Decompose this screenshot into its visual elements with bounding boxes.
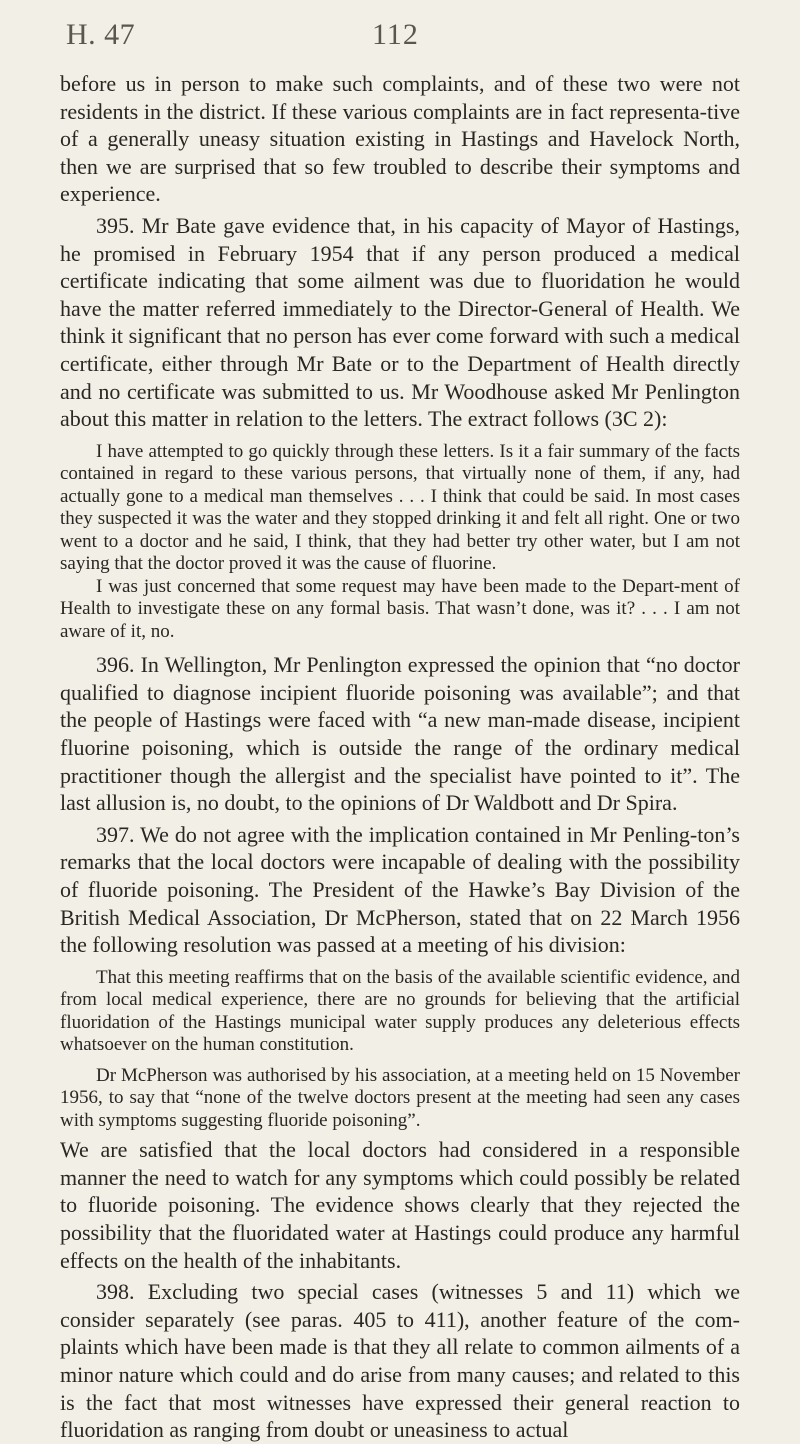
paragraph-396: 396. In Wellington, Mr Penlington expressed the opinion that “no doctor qualified to diagnose incipient fluoride poisoning was available”; and that the people of Hastings were faced with “a new man-made disease, incipient fluorine poisoning, which is outside the range of the ordinary medical practitioner though the allergist and the specialist have pointed to it”. The last allusion is, no doubt, to the opinions of Dr Waldbott and Dr Spira. xyxy=(60,652,740,816)
page-header xyxy=(0,18,800,58)
paragraph-397: 397. We do not agree with the implication contained in Mr Penling-ton’s remarks that the local doctors were incapable of dealing with the possibility of fluoride poisoning. The President of the Hawke’s Bay Division of the British Medical Association, Dr McPherson, stated that on 22 March 1956 the following resolution was passed at a meeting of his division: xyxy=(60,821,740,958)
page-number: 112 xyxy=(372,18,419,51)
quoted-statement: Dr McPherson was authorised by his association, at a meeting held on 15 November 1956, to say that “none of the twelve doctors present at the meeting had seen any cases with symptoms suggesting fluoride poisoning”. xyxy=(60,1064,740,1131)
quoted-resolution: That this meeting reaffirms that on the basis of the available scientific evidence, and from local medical experience, there are no grounds for believing that the artificial fluoridation of the Hastings municipal water supply produces any deleterious effects whatsoever on the human constitution. xyxy=(60,966,740,1056)
quoted-extract-followup: I was just concerned that some request may have been made to the Depart-ment of Health to investigate these on any formal basis. That wasn’t done, was it? . . . I am not aware of it, no. xyxy=(60,575,740,642)
paragraph-continued: before us in person to make such complaints, and of these two were not residents in the district. If these various complaints are in fact representa-tive of a generally uneasy situation existing in Hastings and Havelock North, then we are surprised that so few troubled to describe their symptoms and experience. xyxy=(60,71,740,207)
paragraph-conclusion: We are satisfied that the local doctors had considered in a responsible manner the need to watch for any symptoms which could possibly be related to fluoride poisoning. The evidence shows clearly that they rejected the possibility that the fluoridated water at Hastings could produce any harmful effects on the health of the inhabitants. xyxy=(60,1137,740,1273)
page-body xyxy=(60,70,740,1444)
document-reference: H. 47 xyxy=(66,18,136,51)
paragraph-398: 398. Excluding two special cases (witnesses 5 and 11) which we consider separately (see paras. 405 to 411), another feature of the com-plaints which have been made is that they all relate to common ailments of a minor nature which could and do arise from many causes; and related to this is the fact that most witnesses have expressed their general reaction to fluoridation as ranging from doubt or uneasiness to actual xyxy=(60,1279,740,1443)
paragraph-395: 395. Mr Bate gave evidence that, in his capacity of Mayor of Hastings, he promised in February 1954 that if any person produced a medical certificate indicating that some ailment was due to fluoridation he would have the matter referred immediately to the Director-General of Health. We think it significant that no person has ever come forward with such a medical certificate, either through Mr Bate or to the Department of Health directly and no certificate was submitted to us. Mr Woodhouse asked Mr Penlington about this matter in relation to the letters. The extract follows (3C 2): xyxy=(60,212,740,432)
quoted-extract-question: I have attempted to go quickly through these letters. Is it a fair summary of the facts contained in regard to these various persons, that virtually none of them, if any, had actually gone to a medical man themselves . . . I think that could be said. In most cases they suspected it was the water and they stopped drinking it and felt all right. One or two went to a doctor and he said, I think, that they had better try other water, but I am not saying that the doctor proved it was the cause of fluorine. xyxy=(60,440,740,575)
